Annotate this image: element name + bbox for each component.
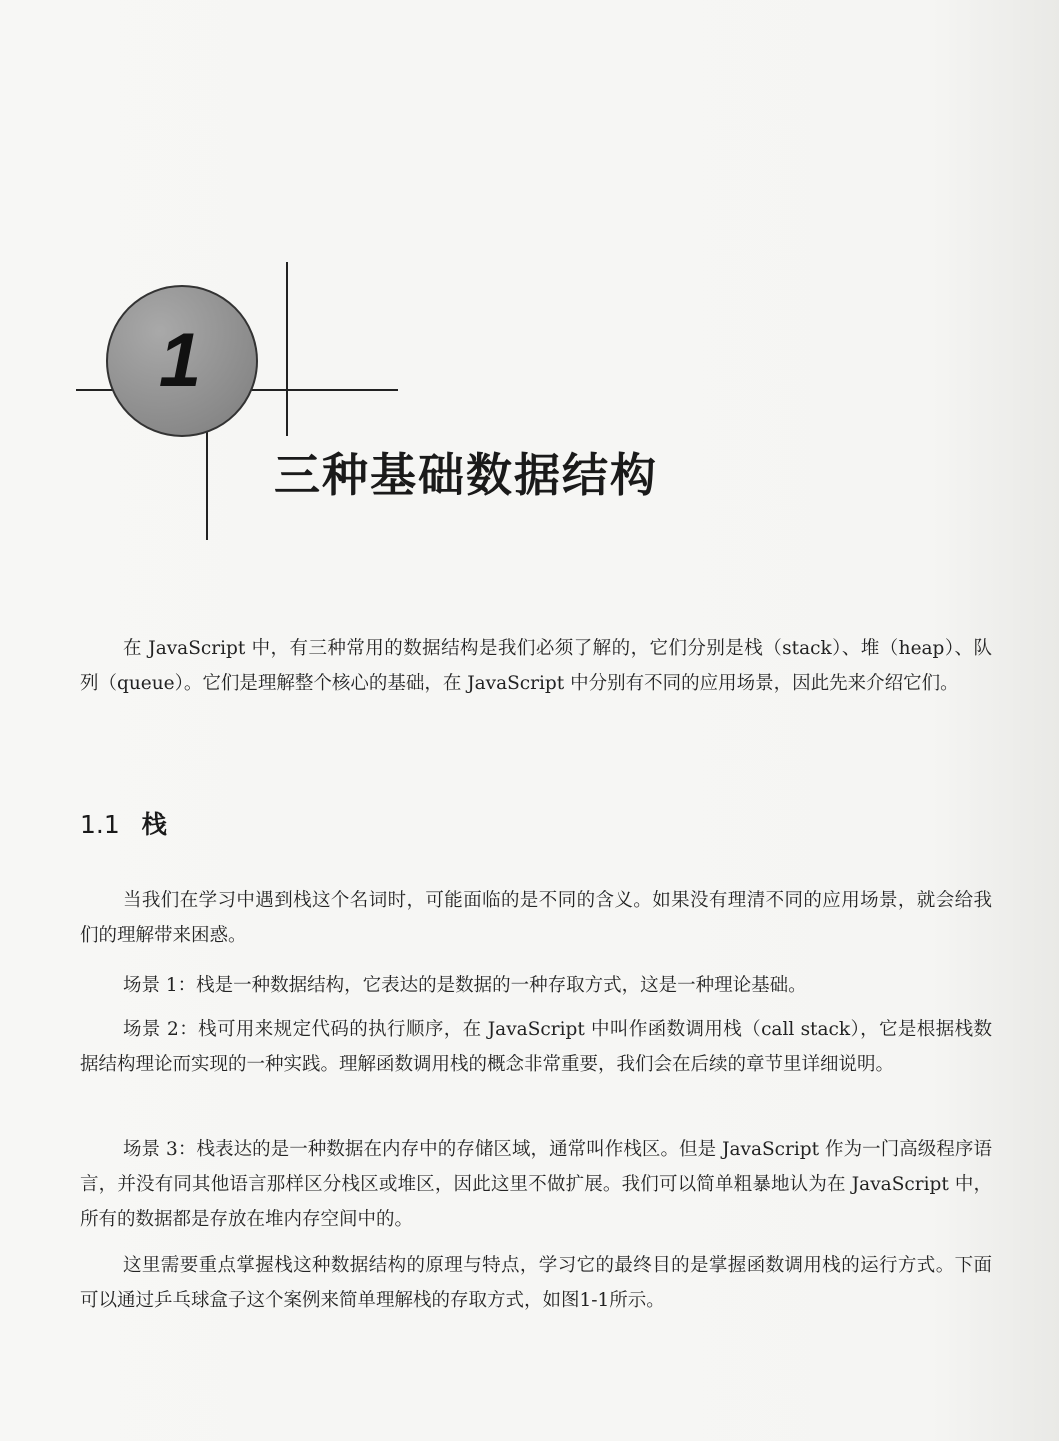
chapter-number: 1: [158, 318, 202, 403]
paragraph-intro-stack: 当我们在学习中遇到栈这个名词时，可能面临的是不同的含义。如果没有理清不同的应用场景，就会给我们的理解带来困惑。: [80, 890, 992, 946]
paragraph-scenario-1: 场景 1：栈是一种数据结构，它表达的是数据的一种存取方式，这是一种理论基础。: [123, 975, 807, 996]
section-number: 1.1: [80, 810, 120, 839]
decor-vertical-line-right: [286, 262, 288, 436]
paragraph-summary: 这里需要重点掌握栈这种数据结构的原理与特点，学习它的最终目的是掌握函数调用栈的运行方式。下面可以通过乒乓球盒子这个案例来简单理解栈的存取方式，如图1-1所示。: [80, 1255, 992, 1311]
paragraph-scenario-3: 场景 3：栈表达的是一种数据在内存中的存储区域，通常叫作栈区。但是 JavaScript 作为一门高级程序语言，并没有同其他语言那样区分栈区或堆区，因此这里不做扩展。我们可以简单粗暴地认为在 JavaScript 中，所有的数据都是存放在堆内存空间中的。: [80, 1139, 992, 1230]
chapter-title: 三种基础数据结构: [274, 448, 658, 502]
paragraph-scenario-2: 场景 2：栈可用来规定代码的执行顺序，在 JavaScript 中叫作函数调用栈（call stack），它是根据栈数据结构理论而实现的一种实践。理解函数调用栈的概念非常重要，我们会在后续的章节里详细说明。: [80, 1019, 992, 1075]
chapter-number-badge: [106, 285, 258, 437]
section-heading: [80, 810, 167, 840]
decor-vertical-line-left: [206, 415, 208, 540]
intro-paragraph: 在 JavaScript 中，有三种常用的数据结构是我们必须了解的，它们分别是栈（stack）、堆（heap）、队列（queue）。它们是理解整个核心的基础，在 JavaScript 中分别有不同的应用场景，因此先来介绍它们。: [80, 638, 992, 694]
section-title: 栈: [141, 810, 167, 839]
